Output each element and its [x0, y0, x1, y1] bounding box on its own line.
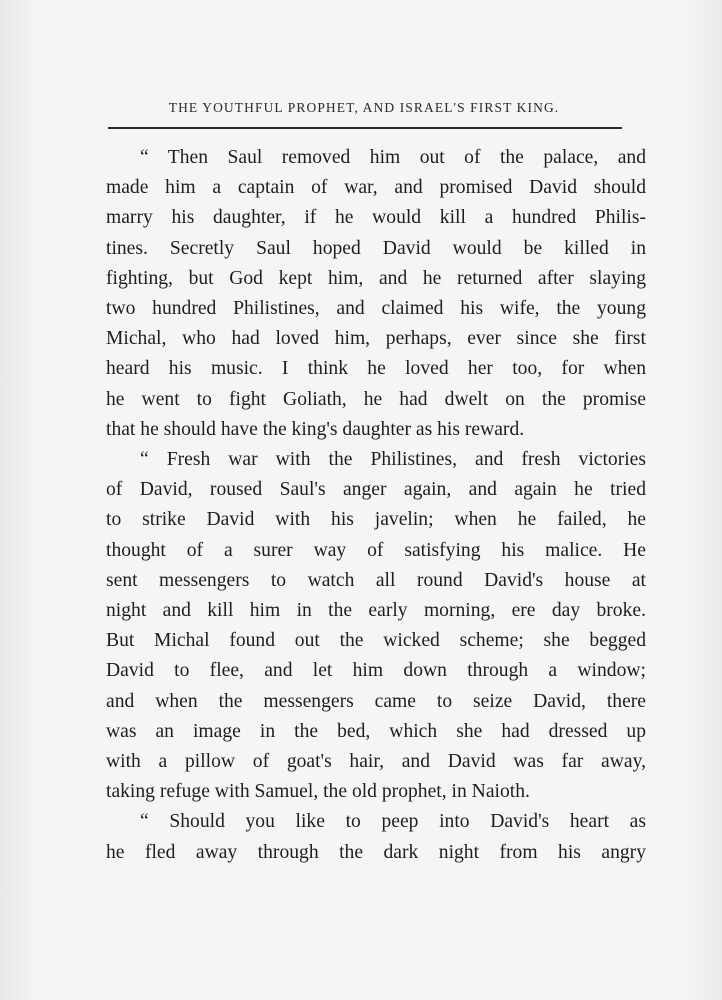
text-line: he fled away through the dark night from his angry: [106, 841, 646, 863]
running-header: THE YOUTHFUL PROPHET, AND ISRAEL'S FIRST KING.: [168, 100, 560, 115]
text-line: Michal, who had loved him, perhaps, ever since she first: [106, 328, 646, 350]
text-line: made him a captain of war, and promised David should: [106, 177, 646, 199]
text-line: of David, roused Saul's anger again, and again he tried: [106, 479, 646, 501]
text-line: fighting, but God kept him, and he returned after slaying: [106, 267, 646, 289]
text-line: night and kill him in the early morning, ere day broke.: [106, 600, 646, 622]
text-line: with a pillow of goat's hair, and David was far away,: [106, 751, 646, 773]
text-line: two hundred Philistines, and claimed his wife, the young: [106, 298, 646, 320]
body-text: [106, 143, 646, 868]
text-line: was an image in the bed, which she had dressed up: [106, 720, 646, 742]
text-line: taking refuge with Samuel, the old prophet, in Naioth.: [106, 781, 530, 803]
text-line: sent messengers to watch all round David's house at: [106, 569, 646, 591]
text-line: and when the messengers came to seize David, there: [106, 690, 646, 712]
text-line: tines. Secretly Saul hoped David would be killed in: [106, 237, 646, 259]
text-line: “ Fresh war with the Philistines, and fresh victories: [140, 449, 646, 471]
text-line: But Michal found out the wicked scheme; she begged: [106, 630, 646, 652]
text-line: David to flee, and let him down through a window;: [106, 660, 646, 682]
text-line: “ Should you like to peep into David's heart as: [140, 811, 646, 833]
text-line: thought of a surer way of satisfying his malice. He: [106, 539, 646, 561]
text-line: that he should have the king's daughter as his reward.: [106, 418, 525, 440]
text-line: he went to fight Goliath, he had dwelt on the promise: [106, 388, 646, 410]
text-line: heard his music. I think he loved her too, for when: [106, 358, 646, 380]
text-line: to strike David with his javelin; when he failed, he: [106, 509, 646, 531]
header-rule: [108, 127, 622, 129]
text-line: “ Then Saul removed him out of the palace, and: [140, 147, 646, 168]
text-line: marry his daughter, if he would kill a hundred Philis-: [106, 207, 646, 229]
